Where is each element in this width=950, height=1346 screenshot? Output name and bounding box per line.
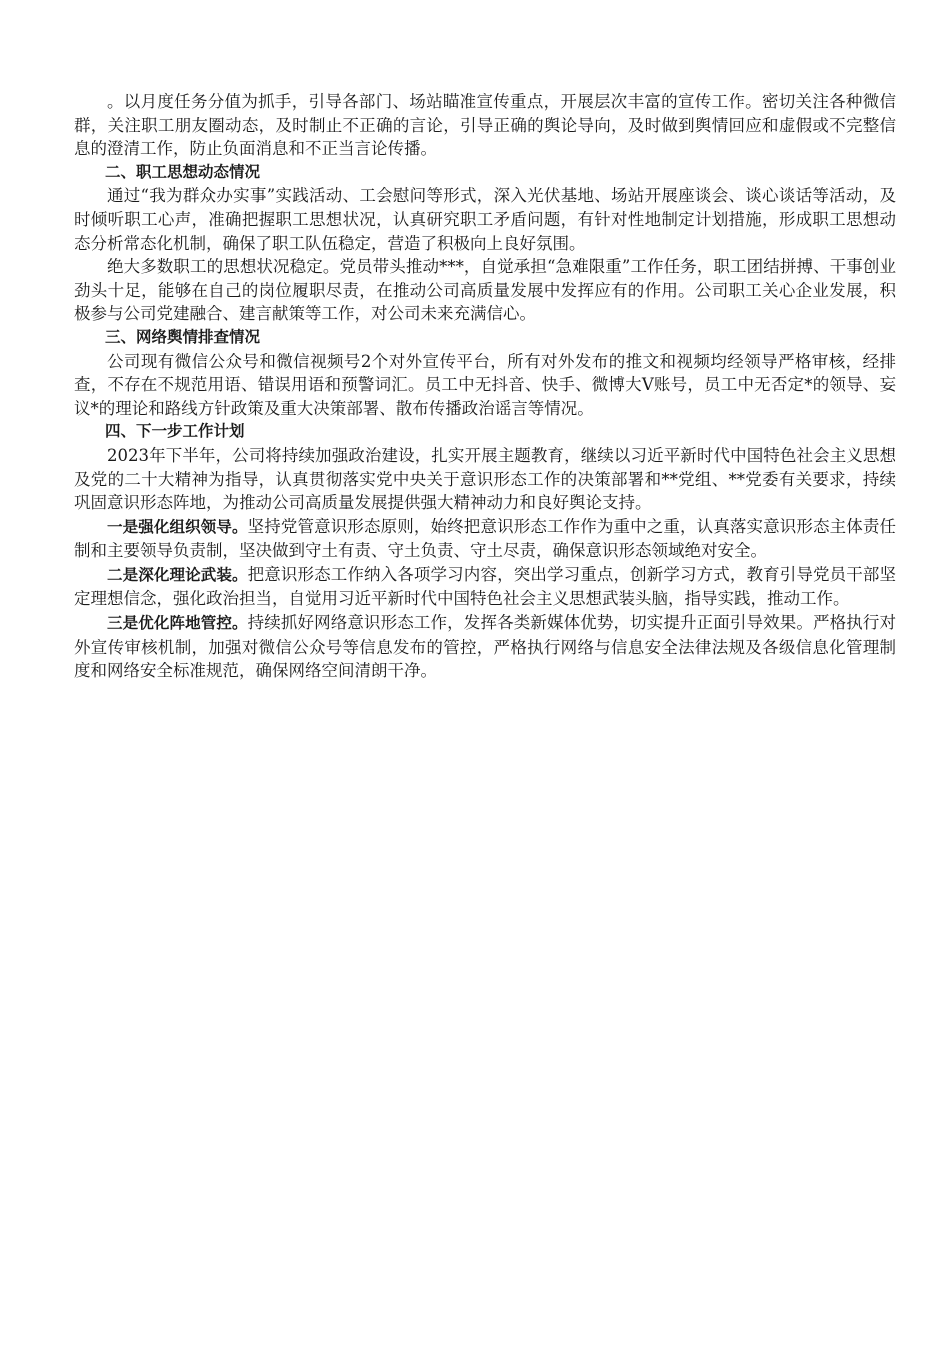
plan-item-2-text: 把意识形态工作纳入各项学习内容，突出学习重点，创新学习方式，教育引导党员干部坚定理想信念，强化政治担当，自觉用习近平新时代中国特色社会主义思想武装头脑，指导实践，推动工作。: [74, 564, 896, 609]
section-3-paragraph: 公司现有微信公众号和微信视频号2个对外宣传平台，所有对外发布的推文和视频均经领导严格审核，经排查，不存在不规范用语、错误用语和预警词汇。员工中无抖音、快手、微博大V账号，员工中无否定*的领导、妄议*的理论和路线方针政策及重大决策部署、散布传播政治谣言等情况。: [74, 351, 896, 418]
plan-item-3-text: 持续抓好网络意识形态工作，发挥各类新媒体优势，切实提升正面引导效果。严格执行对外宣传审核机制，加强对微信公众号等信息发布的管控，严格执行网络与信息安全法律法规及各级信息化管理制度和网络安全标准规范，确保网络空间清朗干净。: [74, 613, 896, 681]
document-body: [74, 90, 896, 683]
plan-item-3-lead: 三是优化阵地管控。: [107, 614, 248, 633]
section-4-paragraph: 2023年下半年，公司将持续加强政治建设，扎实开展主题教育，继续以习近平新时代中国特色社会主义思想及党的二十大精神为指导，认真贯彻落实党中央关于意识形态工作的决策部署和**党组、**党委有关要求，持续巩固意识形态阵地，为推动公司高质量发展提供强大精神动力和良好舆论支持。: [74, 445, 896, 513]
plan-item-2-lead: 二是深化理论武装。: [107, 565, 248, 584]
section-heading-4: 四、下一步工作计划: [105, 422, 245, 441]
plan-item-3: [74, 611, 896, 683]
section-2-paragraph-2: 绝大多数职工的思想状况稳定。党员带头推动***，自觉承担“急难限重”工作任务，职工团结拼搏、干事创业劲头十足，能够在自己的岗位履职尽责，在推动公司高质量发展中发挥应有的作用。公司职工关心企业发展，积极参与公司党建融合、建言献策等工作，对公司未来充满信心。: [74, 257, 896, 324]
section-heading-3: 三、网络舆情排查情况: [105, 327, 261, 346]
section-heading-2: 二、职工思想动态情况: [105, 162, 261, 181]
plan-item-1: [74, 515, 896, 563]
intro-paragraph: 。以月度任务分值为抓手，引导各部门、场站瞄准宣传重点，开展层次丰富的宣传工作。密切关注各种微信群，关注职工朋友圈动态，及时制止不正确的言论，引导正确的舆论导向，及时做到舆情回应和虚假或不完整信息的澄清工作，防止负面消息和不正当言论传播。: [74, 92, 896, 159]
plan-item-1-lead: 一是强化组织领导。: [107, 517, 248, 536]
plan-item-1-text: 坚持党管意识形态原则，始终把意识形态工作作为重中之重，认真落实意识形态主体责任制和主要领导负责制，坚决做到守土有责、守土负责、守土尽责，确保意识形态领域绝对安全。: [74, 516, 896, 561]
plan-item-2: [74, 563, 896, 611]
section-2-paragraph-1: 通过“我为群众办实事”实践活动、工会慰问等形式，深入光伏基地、场站开展座谈会、谈心谈话等活动，及时倾听职工心声，准确把握职工思想状况，认真研究职工矛盾问题，有针对性地制定计划措施，形成职工思想动态分析常态化机制，确保了职工队伍稳定，营造了积极向上良好氛围。: [74, 186, 896, 253]
